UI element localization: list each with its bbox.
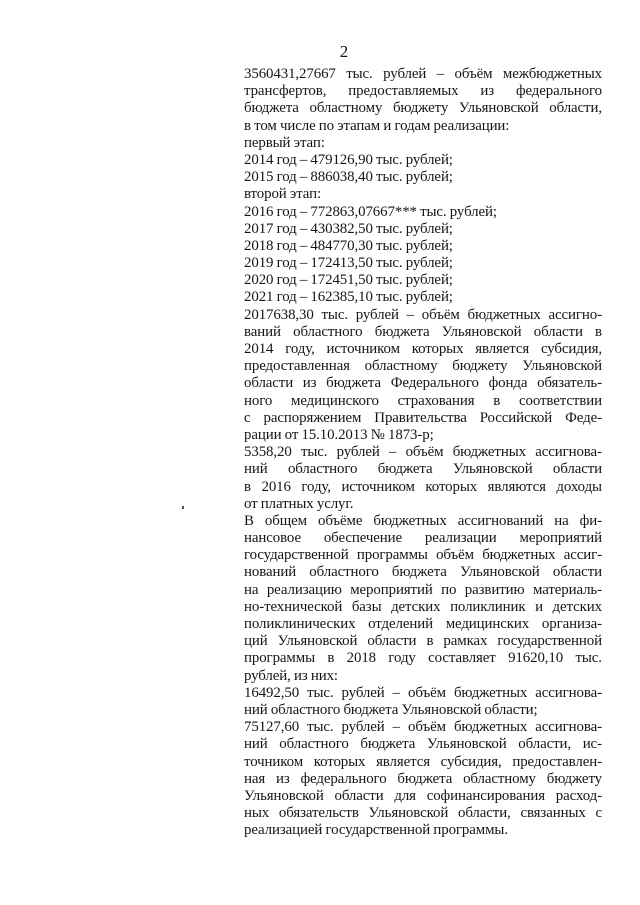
word: бюджетных — [452, 444, 526, 461]
text-line — [244, 788, 602, 805]
word: объёме — [317, 512, 363, 529]
text-line: первый этап: — [244, 134, 325, 151]
text-line — [244, 341, 602, 358]
word: софинансирования — [426, 787, 546, 804]
word: объём — [421, 306, 460, 323]
word: бюджетных — [453, 684, 528, 701]
word: мероприятий — [350, 581, 433, 598]
text-line — [244, 754, 602, 771]
scan-speck — [182, 506, 184, 509]
word: рублей — [336, 444, 380, 461]
word: Правительства — [374, 409, 467, 426]
text-line: в том числе по этапам и годам реализации: — [244, 117, 510, 134]
word: 91620,10 — [508, 650, 564, 667]
word: медицинских — [445, 616, 530, 632]
word: являются — [487, 478, 546, 495]
word: трансфертов, — [244, 83, 327, 100]
word: тыс. — [575, 650, 602, 667]
word: объём — [436, 547, 474, 564]
word: Ульяновской — [522, 358, 602, 375]
word: бюджета — [391, 564, 447, 581]
word: – — [392, 684, 401, 701]
text-line: 2021 год – 162385,10 тыс. рублей; — [244, 289, 453, 306]
text-line — [244, 66, 602, 83]
word: федерального — [300, 770, 387, 787]
word: объём — [454, 66, 493, 82]
word: страхования — [397, 392, 475, 409]
text-line — [244, 444, 602, 461]
text-line: 2019 год – 172413,50 тыс. рублей; — [244, 255, 453, 272]
text-line: ний областного бюджета Ульяновской области; — [244, 701, 538, 718]
word: области, — [457, 805, 511, 822]
word: году, — [301, 478, 331, 495]
word: нансовое — [244, 530, 301, 547]
word: является — [475, 341, 530, 357]
body-text — [244, 66, 602, 839]
text-line: 2014 год – 479126,90 тыс. рублей; — [244, 151, 453, 168]
word: в — [595, 323, 602, 340]
word: Ульяновской — [458, 100, 539, 117]
word: в — [493, 392, 501, 409]
word: мероприятий — [519, 530, 602, 547]
word: Феде- — [565, 409, 602, 426]
word: бюджетных — [467, 306, 541, 323]
word: рублей — [341, 684, 385, 701]
word: является — [376, 753, 430, 770]
word: обязательств — [278, 805, 359, 822]
word: бюджетных — [482, 547, 556, 564]
word: соответствии — [519, 392, 602, 409]
word: федерального — [515, 83, 602, 100]
word: развитию — [464, 581, 525, 598]
word: рамках — [443, 633, 488, 650]
word: тыс. — [346, 66, 373, 82]
word: ний — [244, 736, 268, 753]
word: из — [480, 83, 495, 100]
text-line: 2017 год – 430382,50 тыс. рублей; — [244, 220, 453, 237]
word: доходы — [556, 478, 602, 495]
word: области, — [549, 100, 602, 117]
word: области — [552, 461, 602, 478]
word: области — [533, 323, 583, 340]
word: бюджета — [374, 323, 430, 340]
word: 2016 — [261, 478, 291, 495]
word: ассигнова- — [535, 684, 602, 701]
word: предоставляемых — [348, 83, 459, 100]
text-line — [244, 771, 602, 788]
text-line — [244, 375, 602, 392]
word: Ульяновской — [368, 805, 449, 822]
word: нований — [244, 564, 297, 581]
word: детских — [552, 598, 602, 615]
word: областному — [463, 770, 536, 787]
word: Ульяновской — [459, 564, 540, 581]
text-line — [244, 719, 602, 736]
word: которых — [411, 341, 464, 357]
word: базы — [351, 598, 382, 615]
word: ассигно- — [548, 306, 602, 323]
text-line — [244, 479, 602, 496]
word: Ульяновской — [452, 461, 533, 478]
word: – — [388, 444, 397, 461]
word: бюджетных — [373, 512, 447, 529]
word: обязатель- — [537, 375, 602, 392]
word: 2017638,30 — [244, 306, 314, 323]
text-line — [244, 633, 602, 650]
text-line — [244, 393, 602, 410]
word: ных — [244, 805, 270, 822]
word: области — [367, 633, 417, 650]
word: – — [392, 719, 401, 736]
text-line: реализацией государственной программы. — [244, 822, 508, 839]
word: 3560431,27667 — [244, 66, 336, 82]
text-line — [244, 805, 602, 822]
word: межбюджетных — [502, 66, 602, 82]
word: материаль- — [532, 581, 602, 598]
word: распоряжением — [263, 409, 362, 426]
word: В — [244, 512, 254, 529]
word: фонда — [488, 375, 528, 392]
word: организа- — [541, 616, 602, 632]
word: рублей — [383, 66, 427, 82]
word: для — [394, 787, 416, 804]
text-line — [244, 736, 602, 753]
word: бюджету — [452, 358, 508, 375]
word: Ульяновской — [441, 323, 522, 340]
word: ций — [244, 633, 268, 650]
word: предоставленная — [244, 358, 350, 375]
word: из — [275, 770, 290, 787]
word: фи- — [579, 512, 602, 529]
word: бюджета — [244, 100, 299, 117]
word: поликлиник — [450, 598, 526, 615]
word: рублей — [355, 306, 399, 323]
text-line — [244, 599, 602, 616]
word: ассиг- — [563, 547, 602, 564]
word: 75127,60 — [244, 719, 300, 736]
word: связанных — [520, 805, 586, 822]
word: государственной — [244, 547, 349, 564]
text-line — [244, 650, 602, 667]
word: рублей — [341, 719, 385, 736]
text-line — [244, 564, 602, 581]
word: 16492,50 — [244, 684, 300, 701]
text-line — [244, 582, 602, 599]
word: на — [244, 581, 259, 598]
word: ваний — [244, 323, 281, 340]
word: областного — [293, 323, 363, 340]
text-line: 2015 год – 886038,40 тыс. рублей; — [244, 169, 453, 186]
word: областного — [287, 461, 358, 478]
word: реализацию — [266, 581, 342, 598]
word: области — [334, 787, 384, 804]
word: – — [436, 66, 445, 82]
word: объём — [408, 719, 446, 736]
word: 2018 — [346, 650, 377, 667]
word: на — [554, 512, 569, 529]
word: бюджетных — [453, 719, 528, 736]
word: в — [426, 633, 434, 650]
word: году — [388, 650, 416, 667]
word: в — [327, 650, 335, 667]
word: Ульяновской — [244, 787, 324, 804]
word: отделений — [368, 616, 433, 632]
word: медицинского — [291, 392, 379, 409]
text-line — [244, 307, 602, 324]
word: в — [244, 478, 251, 495]
word: области, — [518, 736, 571, 753]
word: но-технической — [244, 598, 343, 615]
word: Российской — [479, 409, 553, 426]
text-line: второй этап: — [244, 186, 321, 203]
text-line — [244, 324, 602, 341]
word: из — [302, 375, 317, 392]
word: 5358,20 — [244, 444, 292, 461]
word: которых — [425, 478, 478, 495]
word: программы — [244, 650, 315, 667]
word: областного — [279, 736, 349, 753]
word: Федерального — [390, 375, 479, 392]
word: области — [244, 375, 294, 392]
word: источником — [326, 341, 400, 357]
word: ний — [244, 461, 268, 478]
word: году, — [285, 341, 315, 357]
word: расход- — [555, 787, 602, 804]
word: которых — [313, 753, 366, 770]
word: общем — [264, 512, 307, 529]
word: ного — [244, 392, 273, 409]
word: тыс. — [321, 306, 348, 323]
word: бюджету — [392, 100, 449, 117]
word: и — [535, 598, 543, 615]
text-line: 2018 год – 484770,30 тыс. рублей; — [244, 237, 453, 254]
word: бюджета — [377, 461, 433, 478]
text-line — [244, 547, 602, 564]
word: реализации — [424, 530, 497, 547]
text-line: от платных услуг. — [244, 495, 354, 512]
word: бюджета — [326, 375, 381, 392]
text-line: 2016 год – 772863,07667*** тыс. рублей; — [244, 203, 497, 220]
word: Ульяновской — [277, 633, 358, 650]
word: областного — [309, 564, 379, 581]
word: детских — [391, 598, 441, 615]
word: с — [244, 409, 251, 426]
word: поликлинических — [244, 616, 356, 632]
word: по — [441, 581, 457, 598]
text-line: рации от 15.10.2013 № 1873-р; — [244, 426, 434, 443]
word: бюджету — [546, 770, 602, 787]
word: субсидия, — [540, 341, 602, 357]
word: тыс. — [307, 719, 334, 736]
word: бюджета — [360, 736, 416, 753]
word: Ульяновской — [426, 736, 507, 753]
word: ассигнований — [457, 512, 544, 529]
word: тыс. — [300, 444, 328, 461]
text-line: 2020 год – 172451,50 тыс. рублей; — [244, 272, 453, 289]
text-line — [244, 100, 602, 117]
word: ис- — [582, 736, 602, 753]
word: государственной — [497, 633, 602, 650]
word: тыс. — [307, 684, 334, 701]
text-line — [244, 461, 602, 478]
text-line — [244, 530, 602, 547]
text-line: рублей, из них: — [244, 667, 338, 684]
word: областному — [309, 100, 383, 117]
text-line — [244, 685, 602, 702]
word: – — [406, 306, 415, 323]
word: областному — [364, 358, 438, 375]
word: области — [552, 564, 602, 581]
word: источником — [341, 478, 415, 495]
word: обеспечение — [323, 530, 402, 547]
word: с — [595, 805, 602, 822]
page-number: 2 — [339, 42, 349, 61]
word: точником — [244, 753, 304, 770]
word: ная — [244, 770, 266, 787]
word: предоставлен- — [512, 753, 602, 770]
word: ассигнова- — [535, 444, 602, 461]
word: программы — [356, 547, 428, 564]
word: объём — [405, 444, 444, 461]
word: объём — [408, 684, 446, 701]
text-line — [244, 616, 602, 633]
word: субсидия, — [440, 753, 502, 770]
word: ассигнова- — [535, 719, 602, 736]
text-line — [244, 410, 602, 427]
word: бюджета — [397, 770, 453, 787]
word: 2014 — [244, 341, 274, 357]
word: составляет — [428, 650, 496, 667]
text-line — [244, 358, 602, 375]
text-line — [244, 513, 602, 530]
text-line — [244, 83, 602, 100]
